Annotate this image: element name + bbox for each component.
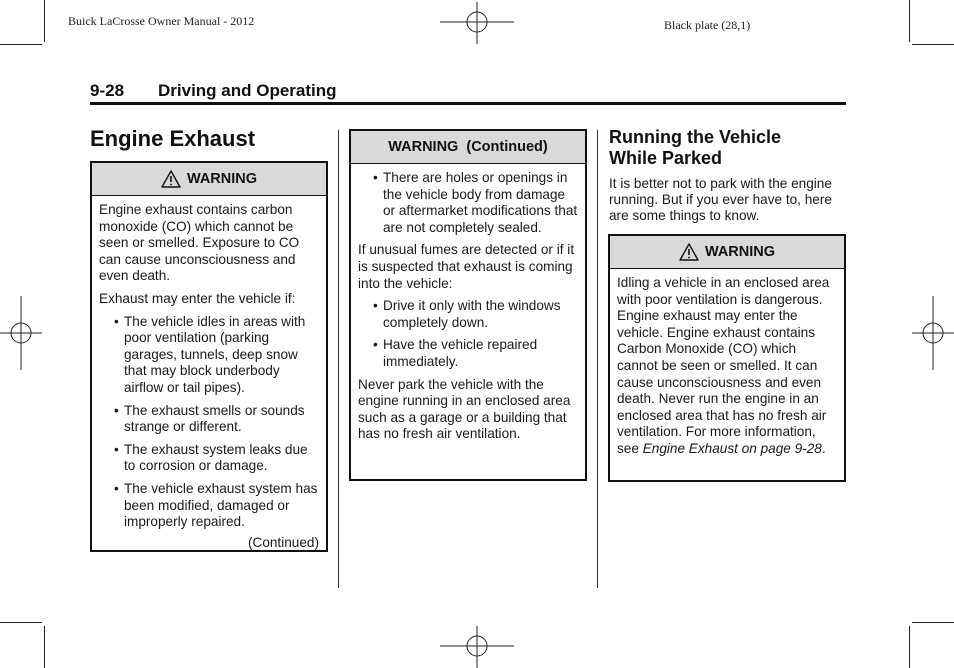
list-item: • Have the vehicle repaired immediately. — [358, 337, 578, 370]
registration-target-icon — [0, 296, 42, 370]
page-title: Engine Exhaust — [90, 126, 256, 151]
warning-bullet-list — [99, 314, 319, 531]
crop-mark — [912, 44, 954, 45]
list-item: • The exhaust smells or sounds strange or different. — [99, 403, 319, 436]
warning-box-continued — [349, 129, 587, 481]
warning-header — [92, 163, 326, 196]
warning-paragraph: Never park the vehicle with the engine running in an enclosed area such as a garage or a building that has no fresh air ventilation. — [358, 376, 571, 442]
warning-text: Idling a vehicle in an enclosed area with poor ventilation is dangerous. Engine exhaust may enter the vehicle. Engine exhaust contains Carbon Monoxide (CO) which cannot be seen or smelled. It can cause unconsciousness and even death. Never run the engine in an enclosed area that has no fresh air ventilation. For more information, see — [617, 275, 830, 456]
warning-triangle-icon — [161, 170, 181, 188]
column-divider — [338, 130, 339, 588]
registration-target-icon — [912, 296, 954, 370]
crop-mark — [909, 626, 910, 668]
warning-paragraph — [617, 275, 837, 458]
sentence-end: . — [821, 440, 826, 456]
warning-label: WARNING (Continued) — [388, 139, 548, 155]
print-header-right: Black plate (28,1) — [664, 18, 751, 32]
crop-mark — [44, 626, 45, 668]
warning-box-running-parked — [608, 234, 846, 482]
warning-body — [351, 164, 585, 455]
warning-paragraph: Engine exhaust contains carbon monoxide (CO) which cannot be seen or smelled. Exposure to CO can cause unconsciousness and even death. — [99, 202, 300, 284]
warning-bullet-list — [358, 298, 578, 370]
list-item: • The vehicle exhaust system has been modified, damaged or improperly repaired. — [99, 481, 319, 531]
intro-paragraph: It is better not to park with the engine running. But if you ever have to, here are some things to know. — [609, 176, 832, 224]
column-divider — [597, 130, 598, 588]
cross-reference-link[interactable]: Engine Exhaust on page 9-28 — [642, 440, 822, 456]
crop-mark — [0, 44, 42, 45]
warning-bullet-list — [358, 170, 578, 236]
warning-triangle-icon — [679, 243, 699, 261]
warning-paragraph: If unusual fumes are detected or if it is suspected that exhaust is coming into the vehicle: — [358, 242, 575, 291]
list-item: • There are holes or openings in the vehicle body from damage or aftermarket modifications that are not completely sealed. — [358, 170, 578, 236]
warning-box-engine-exhaust — [90, 161, 328, 552]
warning-paragraph: Exhaust may enter the vehicle if: — [99, 290, 296, 306]
crop-mark — [44, 0, 45, 42]
list-item: • The vehicle idles in areas with poor ventilation (parking garages, tunnels, deep snow that may block underbody airflow or tail pipes). — [99, 314, 319, 397]
section-name: Driving and Operating — [158, 81, 337, 100]
warning-label: WARNING — [704, 244, 776, 260]
crop-mark — [909, 0, 910, 42]
section-title: Running the Vehicle While Parked — [609, 127, 782, 168]
list-item: • The exhaust system leaks due to corrosion or damage. — [99, 442, 319, 475]
list-item: • Drive it only with the windows completely down. — [358, 298, 578, 331]
warning-body — [92, 196, 326, 557]
page-number: 9-28 — [90, 81, 125, 100]
registration-target-icon — [440, 626, 514, 668]
print-header-left: Buick LaCrosse Owner Manual - 2012 — [68, 14, 255, 28]
crop-mark — [0, 622, 42, 623]
running-head — [90, 80, 846, 105]
registration-target-icon — [440, 2, 514, 44]
warning-label: WARNING — [186, 171, 258, 187]
warning-body — [610, 269, 844, 464]
warning-header — [610, 236, 844, 269]
crop-mark — [912, 622, 954, 623]
continued-label: (Continued) — [247, 534, 319, 550]
warning-header — [351, 131, 585, 164]
